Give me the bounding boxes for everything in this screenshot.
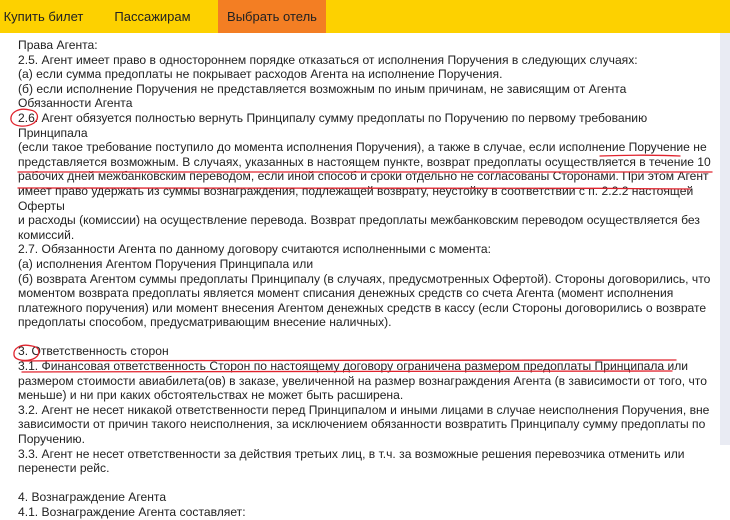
doc-line: (а) если сумма предоплаты не покрывает расходов Агента на исполнение Поручения. <box>18 67 503 82</box>
offer-document <box>18 38 712 520</box>
doc-line: 2.6. Агент обязуется полностью вернуть Принципалу сумму предоплаты по Поручению по первому требованию Принципала <box>18 110 648 140</box>
top-navigation <box>0 0 730 33</box>
doc-line: 3.2. Агент не несет никакой ответственности перед Принципалом и иными лицами в случае неисполнения Поручения, вне <box>18 402 710 417</box>
doc-line: (если такое требование поступило до момента исполнения Поручения), а также в случае, если исполнение Поручение не <box>18 140 707 155</box>
tab-passengers[interactable]: Пассажирам <box>114 9 191 24</box>
doc-line: Права Агента: <box>18 38 98 52</box>
doc-line: моментом возврата предоплаты является момент списания денежных средств со счета Агента (момент исполнения <box>18 286 674 301</box>
doc-line: представляется возможным. В случаях, указанных в настоящем пункте, возврат предоплаты осуществляется в течение 10 <box>18 154 711 169</box>
doc-line: рабочих дней межбанковским переводом, если иной способ и сроки отдельно не согласованы Сторонами. При этом Агент <box>18 169 709 184</box>
doc-line: и расходы (комиссии) на осуществление перевода. Возврат предоплаты межбанковским переводом осуществляется без <box>18 213 700 228</box>
doc-line: Обязанности Агента <box>18 96 133 111</box>
doc-line: имеет право удержать из суммы вознаграждения, подлежащей возврату, неустойку в соответствии с п. 2.2.2 настоящей Оферты <box>18 183 694 213</box>
doc-line: (б) если исполнение Поручения не представляется возможным по иным причинам, не зависящим от Агента <box>18 81 627 96</box>
doc-line: 3.3. Агент не несет ответственности за действия третьих лиц, в т.ч. за возможные решения перевозчика отменить или <box>18 446 685 461</box>
doc-line: зависимости от причин такого неисполнения, за исключением обязанности возвратить Принципалу сумму предоплаты по <box>18 417 706 432</box>
doc-line: перенести рейс. <box>18 461 110 476</box>
paragraph-gap <box>18 330 712 345</box>
doc-line: меньше) и ни при каких обстоятельствах не может быть расширена. <box>18 388 404 403</box>
doc-line: (б) возврата Агентом суммы предоплаты Принципалу (в случаях, предусмотренных Офертой). Стороны договорились, что <box>18 271 711 286</box>
doc-line: платежного поручения) или момент внесения Агентом денежных средств в кассу (если Стороны договорились о возврате <box>18 300 707 315</box>
doc-line: (а) исполнения Агентом Поручения Принципала или <box>18 256 314 271</box>
doc-line: комиссий. <box>18 227 75 242</box>
doc-line: 3.1. Финансовая ответственность Сторон по настоящему договору ограничена размером предоплаты Принципала или <box>18 359 689 374</box>
doc-line: 4.1. Вознаграждение Агента составляет: <box>18 505 246 519</box>
paragraph-gap <box>18 476 712 491</box>
doc-line: размером стоимости авиабилета(ов) в заказе, увеличенной на размер вознаграждения Агента (в зависимости от того, что <box>18 373 707 388</box>
tab-buy-ticket[interactable]: Купить билет <box>3 9 84 24</box>
doc-line: 4. Вознаграждение Агента <box>18 490 167 505</box>
doc-line: Поручению. <box>18 432 85 447</box>
doc-line: 2.5. Агент имеет право в одностороннем порядке отказаться от исполнения Поручения в следующих случаях: <box>18 52 638 67</box>
doc-line: 2.7. Обязанности Агента по данному договору считаются исполненными с момента: <box>18 242 492 257</box>
doc-line: 3. Ответственность сторон <box>18 344 169 359</box>
doc-line: предоплаты способом, предусматривающим внесение наличных). <box>18 315 392 330</box>
page-side-border <box>720 33 730 445</box>
tab-choose-hotel[interactable]: Выбрать отель <box>218 0 326 33</box>
